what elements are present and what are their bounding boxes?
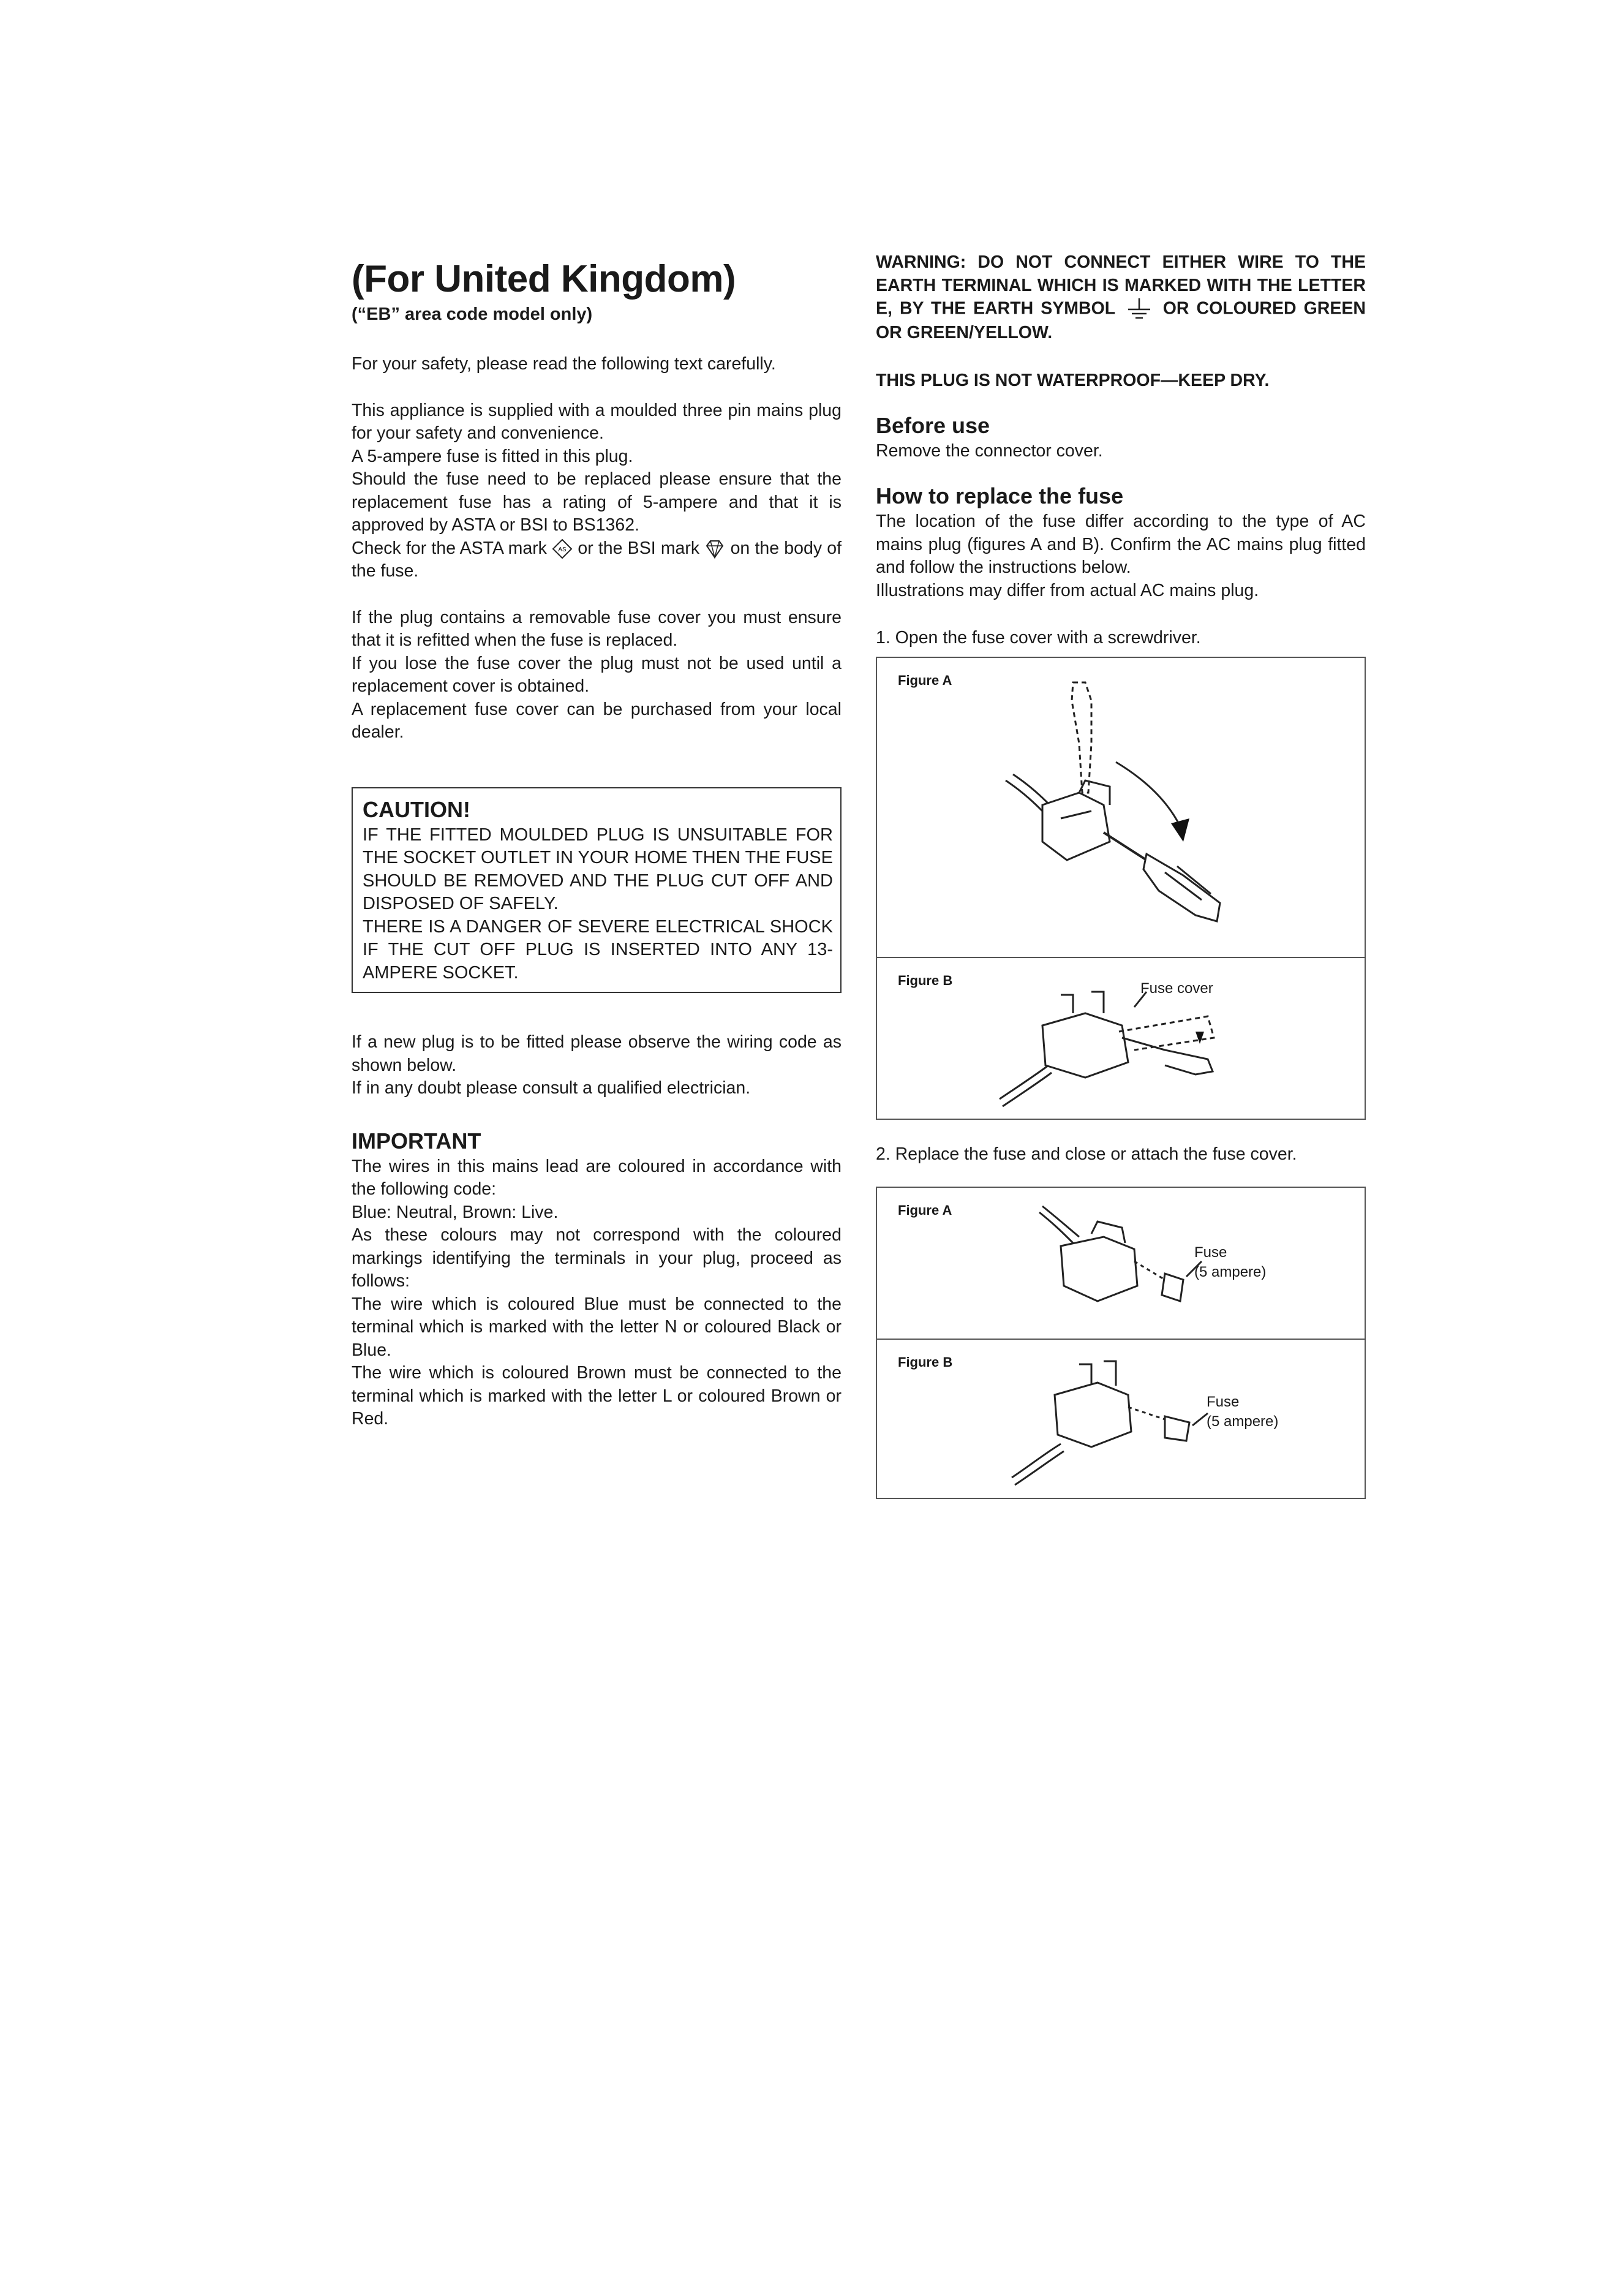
important-line-1: The wires in this mains lead are coloured in accordance with the following code:: [352, 1156, 842, 1199]
step-2: 2. Replace the fuse and close or attach the fuse cover.: [876, 1144, 1297, 1164]
earth-symbol-icon: [1123, 297, 1156, 322]
fuse-cover-info-2: If you lose the fuse cover the plug must not be used until a replacement cover is obtained.: [352, 653, 842, 697]
earth-warning-b: OR COLOURED GREEN OR GREEN/YELLOW.: [876, 298, 1366, 342]
earth-warning: [876, 251, 1366, 345]
figure-a-replace-fuse: [877, 1188, 1365, 1340]
plug-b-illustration: [877, 958, 1365, 1119]
figure-b-open-cover: [877, 958, 1365, 1119]
before-use-title: Before use: [876, 412, 990, 438]
page-subtitle: (“EB” area code model only): [352, 304, 593, 325]
plug-info-1: This appliance is supplied with a moulded three pin mains plug for your safety and convenience.: [352, 400, 842, 444]
fuse-b-rating: (5 ampere): [1207, 1413, 1279, 1430]
plug-info-2: A 5-ampere fuse is fitted in this plug.: [352, 446, 633, 466]
fuse-b-callout: Fuse: [1207, 1394, 1240, 1410]
fuse-cover-info-3: A replacement fuse cover can be purchased from your local dealer.: [352, 699, 842, 742]
figure-box-replace-fuse: [876, 1187, 1366, 1499]
step-1: 1. Open the fuse cover with a screwdriver.: [876, 628, 1201, 648]
right-column: [876, 251, 1366, 1499]
check-marks-c: on the body of the fuse.: [352, 538, 842, 581]
fuse-a-rating: (5 ampere): [1194, 1264, 1267, 1280]
check-marks-b: or the BSI mark: [578, 538, 700, 558]
before-use-text: Remove the connector cover.: [876, 440, 1103, 461]
important-line-5: The wire which is coloured Brown must be connected to the terminal which is marked with the letter L or coloured Brown or Red.: [352, 1363, 842, 1429]
caution-line-1: IF THE FITTED MOULDED PLUG IS UNSUITABLE FOR THE SOCKET OUTLET IN YOUR HOME THEN THE FUSE SHOULD BE REMOVED AND THE PLUG CUT OFF AND DISPOSED OF SAFELY.: [363, 825, 833, 914]
fuse-b-illustration: [877, 1340, 1365, 1498]
waterproof-notice: THIS PLUG IS NOT WATERPROOF—KEEP DRY.: [876, 370, 1270, 390]
bsi-kitemark-icon: [704, 538, 725, 559]
safety-intro: For your safety, please read the following text carefully.: [352, 354, 776, 374]
earth-warning-a: WARNING: DO NOT CONNECT EITHER WIRE TO THE EARTH TERMINAL WHICH IS MARKED WITH THE LETTER E, BY THE EARTH SYMBOL: [876, 252, 1366, 319]
svg-text:AS: AS: [558, 546, 567, 554]
check-marks: [352, 537, 842, 583]
figure-a-label: Figure A: [898, 673, 952, 688]
plug-screwdriver-illustration: [877, 658, 1365, 957]
replace-fuse-line-2: Illustrations may differ from actual AC mains plug.: [876, 580, 1259, 600]
figure-b-label: Figure B: [898, 973, 953, 988]
caution-box: [352, 787, 842, 994]
figure-a-open-cover: [877, 658, 1365, 958]
plug-info-3: Should the fuse need to be replaced please ensure that the replacement fuse has a rating of 5-ampere and that it is approved by ASTA or BSI to BS1362.: [352, 469, 842, 535]
replace-fuse-line-1: The location of the fuse differ according to the type of AC mains plug (figures A and B). Confirm the AC mains plug fitted and follow the instructions below.: [876, 512, 1366, 577]
important-line-4: The wire which is coloured Blue must be connected to the terminal which is marked with the letter N or coloured Black or Blue.: [352, 1294, 842, 1360]
left-column: [352, 251, 842, 1431]
figure-b-replace-fuse: [877, 1340, 1365, 1498]
important-line-3: As these colours may not correspond with the coloured markings identifying the terminals in your plug, proceed as follows:: [352, 1225, 842, 1291]
replace-fuse-title: How to replace the fuse: [876, 483, 1124, 508]
fuse-a-illustration: [877, 1188, 1365, 1339]
fuse-cover-callout: Fuse cover: [1140, 980, 1213, 997]
fuse-a-callout: Fuse: [1194, 1244, 1227, 1261]
figure-a-label-2: Figure A: [898, 1203, 952, 1218]
important-line-2: Blue: Neutral, Brown: Live.: [352, 1202, 559, 1222]
wiring-info-1: If a new plug is to be fitted please observe the wiring code as shown below.: [352, 1032, 842, 1075]
important-title: IMPORTANT: [352, 1128, 481, 1154]
figure-b-label-2: Figure B: [898, 1354, 953, 1370]
check-marks-a: Check for the ASTA mark: [352, 538, 547, 558]
caution-title: CAUTION!: [363, 796, 470, 822]
page-title: (For United Kingdom): [352, 258, 736, 300]
fuse-cover-info-1: If the plug contains a removable fuse cover you must ensure that it is refitted when the fuse is replaced.: [352, 607, 842, 651]
wiring-info-2: If in any doubt please consult a qualified electrician.: [352, 1078, 751, 1098]
caution-line-2: THERE IS A DANGER OF SEVERE ELECTRICAL SHOCK IF THE CUT OFF PLUG IS INSERTED INTO ANY 13-AMPERE SOCKET.: [363, 916, 833, 983]
asta-mark-icon: [552, 538, 573, 559]
figure-box-open-cover: [876, 657, 1366, 1120]
